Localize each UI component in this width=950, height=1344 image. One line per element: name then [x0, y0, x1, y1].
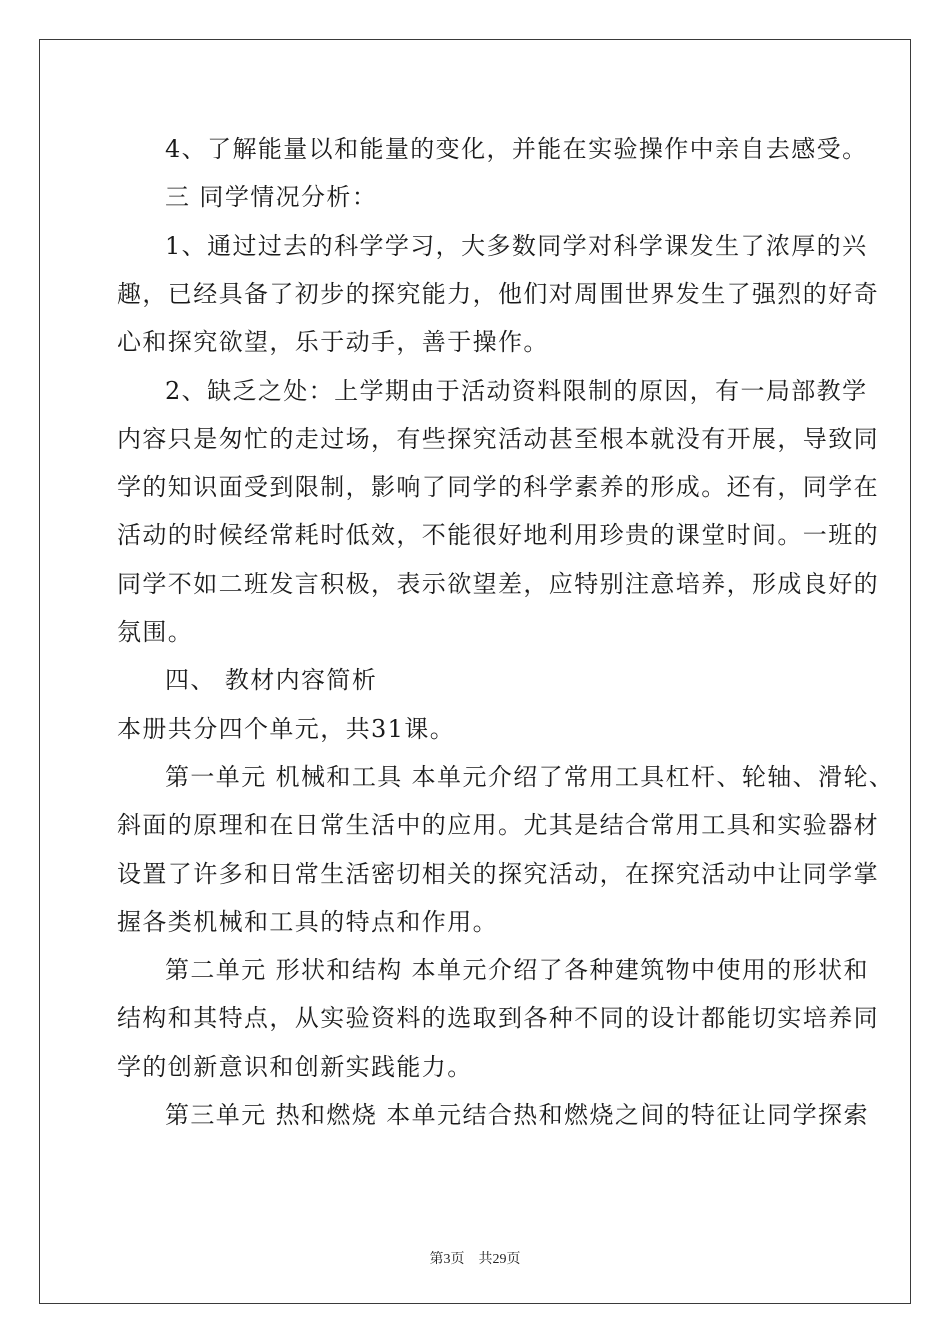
text-line: 活动的时候经常耗时低效，不能很好地利用珍贵的课堂时间。一班的: [117, 521, 879, 549]
text-line: 四、 教材内容简析: [165, 666, 378, 694]
text-line: 心和探究欲望，乐于动手，善于操作。: [117, 328, 549, 356]
text-line: 三 同学情况分析：: [165, 183, 378, 211]
text-line: 第三单元 热和燃烧 本单元结合热和燃烧之间的特征让同学探索: [165, 1101, 869, 1129]
text-line: 4、了解能量以和能量的变化，并能在实验操作中亲自去感受。: [165, 135, 868, 163]
text-line: 设置了许多和日常生活密切相关的探究活动，在探究活动中让同学掌: [117, 860, 879, 888]
text-line: 内容只是匆忙的走过场，有些探究活动甚至根本就没有开展，导致同: [117, 425, 879, 453]
text-line: 斜面的原理和在日常生活中的应用。尤其是结合常用工具和实验器材: [117, 811, 879, 839]
text-line: 2、缺乏之处：上学期由于活动资料限制的原因，有一局部教学: [165, 377, 868, 405]
page-total: 共29页: [478, 1252, 521, 1267]
text-line: 握各类机械和工具的特点和作用。: [117, 908, 498, 936]
text-line: 第二单元 形状和结构 本单元介绍了各种建筑物中使用的形状和: [165, 956, 869, 984]
text-line: 1、通过过去的科学学习，大多数同学对科学课发生了浓厚的兴: [165, 232, 868, 260]
text-line: 同学不如二班发言积极，表示欲望差，应特别注意培养，形成良好的: [117, 570, 879, 598]
page-footer: [0, 1248, 950, 1268]
text-line: 结构和其特点，从实验资料的选取到各种不同的设计都能切实培养同: [117, 1004, 879, 1032]
text-line: 氛围。: [117, 618, 194, 646]
page-number: 第3页: [429, 1252, 465, 1267]
text-line: 本册共分四个单元，共31课。: [117, 715, 456, 743]
text-line: 学的知识面受到限制，影响了同学的科学素养的形成。还有，同学在: [117, 473, 879, 501]
text-line: 第一单元 机械和工具 本单元介绍了常用工具杠杆、轮轴、滑轮、: [165, 763, 895, 791]
text-line: 学的创新意识和创新实践能力。: [117, 1053, 473, 1081]
text-line: 趣，已经具备了初步的探究能力，他们对周围世界发生了强烈的好奇: [117, 280, 879, 308]
